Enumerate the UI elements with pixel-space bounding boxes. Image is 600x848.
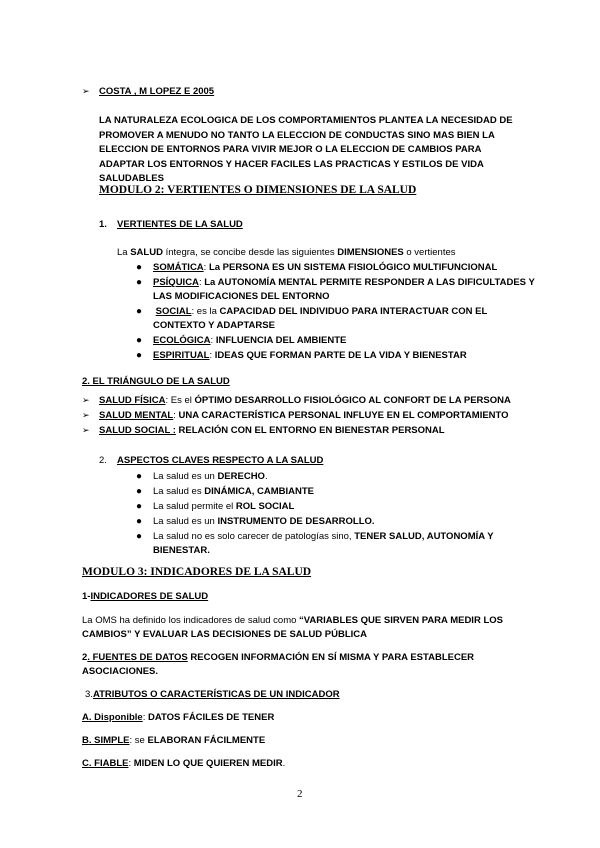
list-item: La salud es un DERECHO.	[153, 471, 268, 482]
bullet-icon: ●	[136, 306, 143, 317]
section-title-vertientes: VERTIENTES DE LA SALUD	[117, 219, 243, 230]
list-item: ESPIRITUAL: IDEAS QUE FORMAN PARTE DE LA VIDA Y BIENESTAR	[153, 350, 467, 361]
list-item: SOMÁTICA: La PERSONA ES UN SISTEMA FISIOLÓGICO MULTIFUNCIONAL	[153, 262, 498, 273]
bullet-icon: ●	[136, 350, 143, 361]
vertientes-intro: La SALUD íntegra, se concibe desde las siguientes DIMENSIONES o vertientes	[117, 247, 456, 258]
section-number: 2.	[99, 455, 107, 466]
citation: COSTA , M LOPEZ E 2005	[99, 86, 215, 97]
arrow-bullet: ➢	[82, 425, 90, 435]
list-item-continuation: BIENESTAR.	[153, 545, 210, 556]
bullet-icon: ●	[136, 516, 143, 527]
list-item: La salud permite el ROL SOCIAL	[153, 501, 295, 512]
list-item: SALUD SOCIAL : RELACIÓN CON EL ENTORNO EN BIENESTAR PERSONAL	[99, 425, 445, 436]
bullet-icon: ●	[136, 486, 143, 497]
list-item: La salud es DINÁMICA, CAMBIANTE	[153, 486, 315, 497]
bullet-icon: ●	[136, 335, 143, 346]
bullet-icon: ●	[136, 501, 143, 512]
bullet-icon: ●	[136, 531, 143, 542]
arrow-bullet: ➢	[82, 410, 90, 420]
intro-paragraph: LA NATURALEZA ECOLOGICA DE LOS COMPORTAMIENTOS PLANTEA LA NECESIDAD DE PROMOVER A MENUDO NO TANTO LA ELECCION DE CONDUCTAS SINO MAS BIEN LA ELECCION DE ENTORNOS PARA VIVIR MEJOR O LA ELECCION DE CAMBIOS PARA ADAPTAR LOS ENTORNOS Y HACER FACILES LAS PRACTICAS Y ESTILOS DE VIDA SALUDABLES	[99, 115, 513, 184]
indicadores-text-continuation: CAMBIOS” Y EVALUAR LAS DECISIONES DE SALUD PÚBLICA	[82, 629, 368, 640]
list-item: La salud es un INSTRUMENTO DE DESARROLLO.	[153, 516, 375, 527]
section-title-aspectos: ASPECTOS CLAVES RESPECTO A LA SALUD	[117, 455, 324, 466]
modulo2-title: MODULO 2: VERTIENTES O DIMENSIONES DE LA SALUD	[99, 184, 417, 196]
atributo-item: A. Disponible: DATOS FÁCILES DE TENER	[82, 712, 275, 723]
arrow-bullet: ➢	[82, 395, 90, 405]
fuentes-de-datos: 2. FUENTES DE DATOS RECOGEN INFORMACIÓN EN SÍ MISMA Y PARA ESTABLECER	[82, 652, 475, 663]
list-item: La salud no es solo carecer de patologías sino, TENER SALUD, AUTONOMÍA Y	[153, 531, 494, 542]
bullet-icon: ●	[136, 262, 143, 273]
arrow-bullet: ➢	[82, 86, 90, 96]
fuentes-de-datos-continuation: ASOCIACIONES.	[82, 666, 159, 677]
list-item-continuation: LAS MODIFICACIONES DEL ENTORNO	[153, 291, 330, 302]
list-item: ECOLÓGICA: INFLUENCIA DEL AMBIENTE	[153, 335, 347, 346]
list-item-continuation: CONTEXTO Y ADAPTARSE	[153, 320, 275, 331]
list-item: SALUD MENTAL: UNA CARACTERÍSTICA PERSONAL INFLUYE EN EL COMPORTAMIENTO	[99, 410, 509, 421]
list-item: SALUD FÍSICA: Es el ÓPTIMO DESARROLLO FISIOLÓGICO AL CONFORT DE LA PERSONA	[99, 395, 511, 406]
page-number: 2	[297, 788, 303, 800]
indicadores-text: La OMS ha definido los indicadores de salud como “VARIABLES QUE SIRVEN PARA MEDIR LOS	[82, 615, 503, 626]
section-title-atributos: 3.ATRIBUTOS O CARACTERÍSTICAS DE UN INDICADOR	[85, 689, 340, 700]
section-title-triangulo: 2. EL TRIÁNGULO DE LA SALUD	[82, 376, 230, 387]
list-item: SOCIAL: es la CAPACIDAD DEL INDIVIDUO PARA INTERACTUAR CON EL	[155, 306, 488, 317]
section-number: 1.	[99, 219, 107, 230]
list-item: PSÍQUICA: La AUTONOMÍA MENTAL PERMITE RESPONDER A LAS DIFICULTADES Y	[153, 277, 535, 288]
modulo3-title: MODULO 3: INDICADORES DE LA SALUD	[82, 566, 312, 578]
atributo-item: B. SIMPLE: se ELABORAN FÁCILMENTE	[82, 735, 266, 746]
bullet-icon: ●	[136, 277, 143, 288]
bullet-icon: ●	[136, 471, 143, 482]
section-title-indicadores: 1-INDICADORES DE SALUD	[82, 591, 209, 602]
atributo-item: C. FIABLE: MIDEN LO QUE QUIEREN MEDIR.	[82, 758, 286, 769]
